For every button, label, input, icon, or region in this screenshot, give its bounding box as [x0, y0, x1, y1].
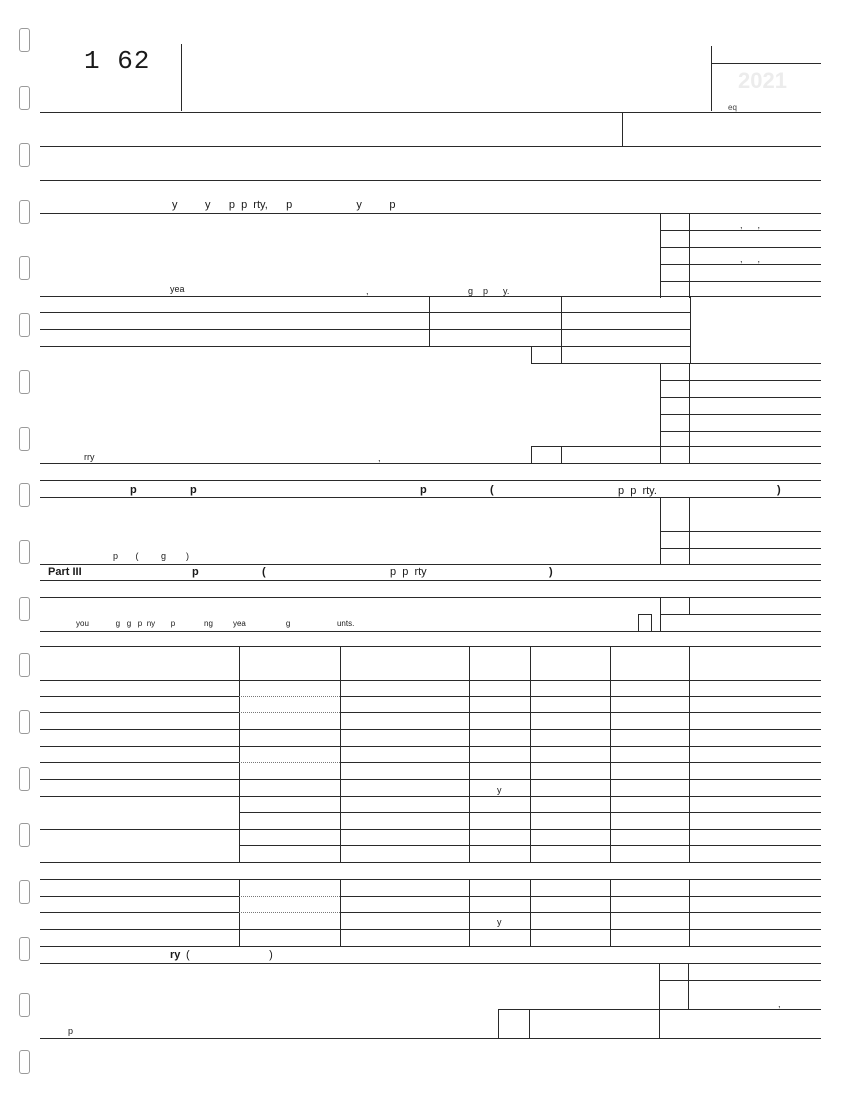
punch-hole: [19, 710, 30, 734]
id-divider: [622, 112, 623, 146]
grid-line: [690, 296, 691, 364]
rule: [40, 580, 821, 581]
table-row-line: [40, 929, 821, 930]
rule: [531, 363, 821, 364]
punch-hole: [19, 427, 30, 451]
rule: [660, 230, 821, 231]
rule: [40, 112, 821, 113]
table-row-line: [40, 680, 821, 681]
amount-col-line: [660, 213, 661, 298]
punch-hole: [19, 653, 30, 677]
rule: [40, 180, 821, 181]
rule: [660, 431, 821, 432]
punch-hole: [19, 540, 30, 564]
punch-hole: [19, 313, 30, 337]
part2-property: p p rty.: [618, 485, 657, 497]
rule: [660, 414, 821, 415]
part3-paren: (: [262, 566, 266, 578]
part2-fragment: p: [190, 484, 197, 496]
punch-hole: [19, 1050, 30, 1074]
grid-line: [429, 296, 430, 346]
rule: [660, 397, 821, 398]
amount-comma: , ,: [740, 254, 761, 264]
table-row-line: [40, 746, 821, 747]
rule: [40, 329, 690, 330]
rule: [40, 631, 821, 632]
part3-paren: ): [549, 566, 553, 578]
table-row-line: [40, 829, 821, 830]
grid-line: [561, 296, 562, 364]
amount-col-line: [659, 963, 660, 1038]
amount-col-line: [529, 1009, 530, 1038]
part2-paren: (: [490, 484, 494, 496]
rule: [660, 380, 821, 381]
rule: [660, 247, 821, 248]
you-line: you g g p ny p ng yea g unts.: [76, 619, 355, 628]
punch-hole: [19, 28, 30, 52]
punch-hole: [19, 256, 30, 280]
p-g-line: p ( g ): [113, 551, 190, 561]
part3-property: p p rty: [390, 566, 427, 578]
punch-hole: [19, 597, 30, 621]
amount-comma: , ,: [740, 220, 761, 230]
amount-comma: ,: [778, 999, 781, 1009]
rule: [40, 963, 821, 964]
rule: [40, 463, 821, 464]
year-box-top: [711, 63, 821, 64]
rule: [40, 480, 821, 481]
table-row-line: [340, 696, 821, 697]
summary-label: ry: [170, 949, 181, 961]
grid-line: [561, 446, 562, 463]
table-row-line: [40, 729, 821, 730]
table-row-line: [239, 696, 340, 697]
table-row-line: [40, 762, 239, 763]
table-row-line: [40, 712, 239, 713]
sequence-label: eq: [728, 103, 737, 112]
punch-hole: [19, 880, 30, 904]
table-row-line: [340, 912, 821, 913]
punch-hole: [19, 993, 30, 1017]
punch-hole: [19, 200, 30, 224]
part2-fragment: p: [130, 484, 137, 496]
table-row-line: [40, 912, 239, 913]
amount-col-line: [660, 363, 661, 463]
punch-hole: [19, 143, 30, 167]
table-row-line: [239, 845, 821, 846]
punch-hole: [19, 767, 30, 791]
header-divider: [181, 44, 182, 111]
year-fragment: yea: [170, 284, 185, 294]
header-divider: [711, 46, 712, 111]
comma-fragment: ,: [378, 453, 381, 463]
table-row-line: [40, 779, 821, 780]
part2-fragment: p: [420, 484, 427, 496]
form-number: 1 62: [84, 46, 151, 76]
table-top: [40, 879, 821, 880]
rule: [659, 980, 821, 981]
punch-hole: [19, 483, 30, 507]
rry-fragment: rry: [84, 452, 95, 462]
rule: [531, 446, 821, 447]
rule: [40, 296, 821, 297]
punch-hole: [19, 370, 30, 394]
punch-hole: [19, 86, 30, 110]
amount-col-line: [498, 1009, 499, 1038]
bottom-p: p: [68, 1026, 74, 1036]
grid-line: [531, 346, 532, 364]
rule: [40, 1038, 821, 1039]
summary-paren: ( ): [186, 949, 273, 961]
checkbox[interactable]: [638, 614, 652, 632]
grid-line: [689, 363, 690, 463]
rule: [40, 564, 821, 565]
comma-fragment: ,: [366, 286, 369, 296]
table-row-line: [239, 912, 340, 913]
rule: [660, 264, 821, 265]
part2-paren: ): [777, 484, 781, 496]
table-row-line: [340, 896, 821, 897]
amount-col-line: [689, 213, 690, 298]
table-row-line: [239, 812, 821, 813]
part3-fragment: p: [192, 566, 199, 578]
punch-hole: [19, 937, 30, 961]
line-a-text: y y p p rty, p y p: [172, 199, 396, 211]
rule: [660, 548, 821, 549]
table-row-line: [340, 762, 821, 763]
gpy-fragment: g p y.: [468, 286, 510, 296]
punch-hole: [19, 823, 30, 847]
table-row-line: [239, 762, 340, 763]
amount-col-line: [689, 597, 690, 614]
rule: [40, 497, 821, 498]
amount-col-line: [688, 963, 689, 1009]
tax-year: 2021: [738, 68, 787, 93]
rule: [660, 531, 821, 532]
table-row-line: [239, 896, 340, 897]
table-top: [40, 646, 821, 647]
rule: [40, 312, 690, 313]
rule: [660, 614, 821, 615]
rule: [40, 213, 821, 214]
rule: [498, 1009, 821, 1010]
rule: [40, 346, 690, 347]
table-row-line: [239, 712, 340, 713]
table-y: y: [497, 917, 502, 927]
table-bottom: [40, 862, 821, 863]
rule: [40, 146, 821, 147]
rule: [40, 597, 821, 598]
table-row-line: [40, 896, 239, 897]
rule: [660, 281, 821, 282]
table-bottom: [40, 946, 821, 947]
table-row-line: [40, 696, 239, 697]
grid-line: [531, 446, 532, 463]
table-row-line: [340, 712, 821, 713]
part3-label: Part III: [48, 566, 82, 578]
table-row-line: [40, 796, 821, 797]
table-y: y: [497, 785, 502, 795]
